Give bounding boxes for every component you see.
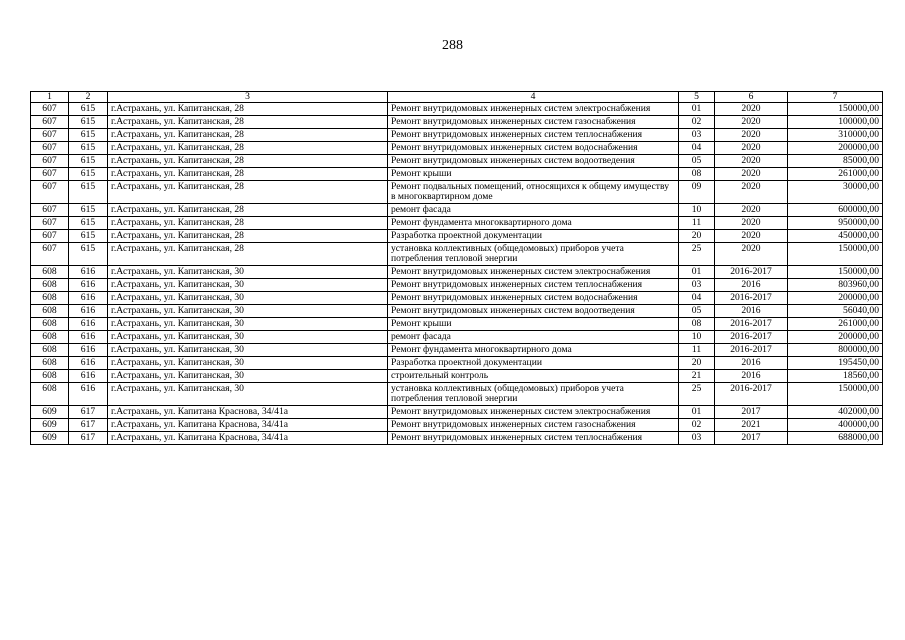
table-row	[31, 331, 883, 344]
table-row	[31, 116, 883, 129]
work-type-cell: Ремонт фундамента многоквартирного дома	[388, 217, 679, 230]
record-number-cell: 608	[31, 305, 69, 318]
period-cell: 2020	[715, 243, 788, 266]
work-type-cell: Ремонт внутридомовых инженерных систем электроснабжения	[388, 266, 679, 279]
period-cell: 2020	[715, 204, 788, 217]
house-number-cell: 616	[69, 331, 108, 344]
record-number-cell: 608	[31, 318, 69, 331]
cost-cell: 261000,00	[788, 168, 883, 181]
work-type-cell: Ремонт фундамента многоквартирного дома	[388, 344, 679, 357]
period-cell: 2020	[715, 181, 788, 204]
house-number-cell: 615	[69, 142, 108, 155]
address-cell: г.Астрахань, ул. Капитанская, 30	[108, 344, 388, 357]
table-body	[31, 103, 883, 445]
cost-cell: 600000,00	[788, 204, 883, 217]
work-type-cell: Ремонт внутридомовых инженерных систем водоснабжения	[388, 292, 679, 305]
address-cell: г.Астрахань, ул. Капитанская, 28	[108, 243, 388, 266]
work-code-cell: 11	[679, 217, 715, 230]
work-type-cell: Ремонт внутридомовых инженерных систем теплоснабжения	[388, 432, 679, 445]
address-cell: г.Астрахань, ул. Капитанская, 30	[108, 331, 388, 344]
table-row	[31, 432, 883, 445]
work-type-cell: Ремонт крыши	[388, 168, 679, 181]
address-cell: г.Астрахань, ул. Капитанская, 28	[108, 103, 388, 116]
house-number-cell: 615	[69, 168, 108, 181]
work-type-cell: установка коллективных (общедомовых) приборов учета потребления тепловой энергии	[388, 383, 679, 406]
work-code-cell: 01	[679, 406, 715, 419]
cost-cell: 200000,00	[788, 292, 883, 305]
record-number-cell: 609	[31, 432, 69, 445]
table-header-row	[31, 92, 883, 103]
house-number-cell: 615	[69, 217, 108, 230]
table-row	[31, 230, 883, 243]
address-cell: г.Астрахань, ул. Капитанская, 30	[108, 383, 388, 406]
work-code-cell: 02	[679, 419, 715, 432]
period-cell: 2020	[715, 116, 788, 129]
work-code-cell: 03	[679, 432, 715, 445]
table-row	[31, 292, 883, 305]
address-cell: г.Астрахань, ул. Капитанская, 30	[108, 370, 388, 383]
work-code-cell: 02	[679, 116, 715, 129]
work-code-cell: 03	[679, 279, 715, 292]
work-code-cell: 08	[679, 168, 715, 181]
cost-cell: 150000,00	[788, 103, 883, 116]
work-code-cell: 01	[679, 103, 715, 116]
table-row	[31, 217, 883, 230]
work-code-cell: 21	[679, 370, 715, 383]
column-header: 6	[715, 92, 788, 103]
work-type-cell: Ремонт внутридомовых инженерных систем водоотведения	[388, 305, 679, 318]
table-row	[31, 155, 883, 168]
address-cell: г.Астрахань, ул. Капитанская, 28	[108, 129, 388, 142]
period-cell: 2020	[715, 230, 788, 243]
table-row	[31, 370, 883, 383]
table-row	[31, 419, 883, 432]
address-cell: г.Астрахань, ул. Капитанская, 28	[108, 217, 388, 230]
work-code-cell: 04	[679, 142, 715, 155]
work-code-cell: 05	[679, 305, 715, 318]
address-cell: г.Астрахань, ул. Капитанская, 28	[108, 230, 388, 243]
period-cell: 2020	[715, 142, 788, 155]
record-number-cell: 609	[31, 406, 69, 419]
cost-cell: 800000,00	[788, 344, 883, 357]
work-type-cell: Ремонт внутридомовых инженерных систем электроснабжения	[388, 406, 679, 419]
address-cell: г.Астрахань, ул. Капитанская, 28	[108, 155, 388, 168]
record-number-cell: 607	[31, 204, 69, 217]
work-type-cell: ремонт фасада	[388, 331, 679, 344]
period-cell: 2016	[715, 279, 788, 292]
table-row	[31, 168, 883, 181]
work-type-cell: Ремонт крыши	[388, 318, 679, 331]
house-number-cell: 616	[69, 383, 108, 406]
cost-cell: 200000,00	[788, 142, 883, 155]
period-cell: 2016-2017	[715, 383, 788, 406]
table-row	[31, 406, 883, 419]
house-number-cell: 616	[69, 279, 108, 292]
table-row	[31, 129, 883, 142]
column-header: 5	[679, 92, 715, 103]
record-number-cell: 607	[31, 103, 69, 116]
house-number-cell: 615	[69, 129, 108, 142]
repair-program-table	[30, 91, 883, 445]
address-cell: г.Астрахань, ул. Капитанская, 28	[108, 204, 388, 217]
work-type-cell: Ремонт внутридомовых инженерных систем газоснабжения	[388, 419, 679, 432]
house-number-cell: 617	[69, 419, 108, 432]
house-number-cell: 616	[69, 305, 108, 318]
column-header: 4	[388, 92, 679, 103]
address-cell: г.Астрахань, ул. Капитанская, 30	[108, 318, 388, 331]
house-number-cell: 615	[69, 181, 108, 204]
cost-cell: 85000,00	[788, 155, 883, 168]
record-number-cell: 607	[31, 155, 69, 168]
work-type-cell: строительный контроль	[388, 370, 679, 383]
work-type-cell: Ремонт внутридомовых инженерных систем газоснабжения	[388, 116, 679, 129]
address-cell: г.Астрахань, ул. Капитанская, 30	[108, 279, 388, 292]
cost-cell: 200000,00	[788, 331, 883, 344]
cost-cell: 261000,00	[788, 318, 883, 331]
record-number-cell: 607	[31, 129, 69, 142]
table-row	[31, 383, 883, 406]
address-cell: г.Астрахань, ул. Капитанская, 28	[108, 168, 388, 181]
cost-cell: 803960,00	[788, 279, 883, 292]
page-number: 288	[442, 38, 463, 53]
work-code-cell: 08	[679, 318, 715, 331]
record-number-cell: 608	[31, 266, 69, 279]
work-type-cell: Ремонт внутридомовых инженерных систем теплоснабжения	[388, 279, 679, 292]
table-row	[31, 266, 883, 279]
period-cell: 2020	[715, 168, 788, 181]
record-number-cell: 608	[31, 357, 69, 370]
address-cell: г.Астрахань, ул. Капитанская, 30	[108, 357, 388, 370]
period-cell: 2021	[715, 419, 788, 432]
cost-cell: 100000,00	[788, 116, 883, 129]
house-number-cell: 616	[69, 318, 108, 331]
address-cell: г.Астрахань, ул. Капитанская, 28	[108, 181, 388, 204]
table-row	[31, 279, 883, 292]
record-number-cell: 607	[31, 217, 69, 230]
table-row	[31, 103, 883, 116]
record-number-cell: 607	[31, 243, 69, 266]
period-cell: 2020	[715, 103, 788, 116]
work-type-cell: Ремонт внутридомовых инженерных систем водоснабжения	[388, 142, 679, 155]
column-header: 1	[31, 92, 69, 103]
period-cell: 2020	[715, 129, 788, 142]
house-number-cell: 615	[69, 116, 108, 129]
cost-cell: 400000,00	[788, 419, 883, 432]
record-number-cell: 607	[31, 142, 69, 155]
cost-cell: 950000,00	[788, 217, 883, 230]
record-number-cell: 607	[31, 116, 69, 129]
work-code-cell: 10	[679, 204, 715, 217]
house-number-cell: 615	[69, 103, 108, 116]
cost-cell: 150000,00	[788, 266, 883, 279]
work-code-cell: 10	[679, 331, 715, 344]
period-cell: 2016	[715, 305, 788, 318]
cost-cell: 450000,00	[788, 230, 883, 243]
period-cell: 2016	[715, 357, 788, 370]
period-cell: 2016-2017	[715, 266, 788, 279]
work-code-cell: 11	[679, 344, 715, 357]
address-cell: г.Астрахань, ул. Капитана Краснова, 34/41а	[108, 432, 388, 445]
record-number-cell: 607	[31, 230, 69, 243]
record-number-cell: 608	[31, 383, 69, 406]
work-code-cell: 20	[679, 357, 715, 370]
house-number-cell: 615	[69, 204, 108, 217]
address-cell: г.Астрахань, ул. Капитанская, 28	[108, 142, 388, 155]
record-number-cell: 607	[31, 168, 69, 181]
work-code-cell: 20	[679, 230, 715, 243]
table-row	[31, 305, 883, 318]
record-number-cell: 608	[31, 292, 69, 305]
cost-cell: 150000,00	[788, 243, 883, 266]
house-number-cell: 616	[69, 370, 108, 383]
period-cell: 2016-2017	[715, 318, 788, 331]
work-type-cell: установка коллективных (общедомовых) приборов учета потребления тепловой энергии	[388, 243, 679, 266]
work-code-cell: 04	[679, 292, 715, 305]
cost-cell: 310000,00	[788, 129, 883, 142]
record-number-cell: 608	[31, 331, 69, 344]
work-type-cell: Ремонт внутридомовых инженерных систем теплоснабжения	[388, 129, 679, 142]
cost-cell: 402000,00	[788, 406, 883, 419]
cost-cell: 56040,00	[788, 305, 883, 318]
work-code-cell: 25	[679, 243, 715, 266]
work-type-cell: Ремонт внутридомовых инженерных систем водоотведения	[388, 155, 679, 168]
table-row	[31, 243, 883, 266]
work-type-cell: Разработка проектной документации	[388, 357, 679, 370]
table-row	[31, 181, 883, 204]
record-number-cell: 609	[31, 419, 69, 432]
house-number-cell: 616	[69, 292, 108, 305]
address-cell: г.Астрахань, ул. Капитана Краснова, 34/41а	[108, 406, 388, 419]
house-number-cell: 616	[69, 357, 108, 370]
address-cell: г.Астрахань, ул. Капитанская, 30	[108, 305, 388, 318]
period-cell: 2020	[715, 217, 788, 230]
work-code-cell: 03	[679, 129, 715, 142]
period-cell: 2016-2017	[715, 331, 788, 344]
house-number-cell: 617	[69, 406, 108, 419]
period-cell: 2016-2017	[715, 344, 788, 357]
period-cell: 2017	[715, 406, 788, 419]
house-number-cell: 616	[69, 266, 108, 279]
column-header: 2	[69, 92, 108, 103]
work-code-cell: 05	[679, 155, 715, 168]
record-number-cell: 608	[31, 370, 69, 383]
period-cell: 2016-2017	[715, 292, 788, 305]
record-number-cell: 607	[31, 181, 69, 204]
cost-cell: 688000,00	[788, 432, 883, 445]
cost-cell: 18560,00	[788, 370, 883, 383]
address-cell: г.Астрахань, ул. Капитана Краснова, 34/41а	[108, 419, 388, 432]
period-cell: 2020	[715, 155, 788, 168]
table-row	[31, 204, 883, 217]
house-number-cell: 616	[69, 344, 108, 357]
work-code-cell: 01	[679, 266, 715, 279]
work-type-cell: Разработка проектной документации	[388, 230, 679, 243]
cost-cell: 195450,00	[788, 357, 883, 370]
house-number-cell: 617	[69, 432, 108, 445]
work-code-cell: 09	[679, 181, 715, 204]
work-type-cell: ремонт фасада	[388, 204, 679, 217]
record-number-cell: 608	[31, 344, 69, 357]
table-row	[31, 318, 883, 331]
work-type-cell: Ремонт подвальных помещений, относящихся к общему имуществу в многоквартирном доме	[388, 181, 679, 204]
period-cell: 2017	[715, 432, 788, 445]
table-row	[31, 142, 883, 155]
address-cell: г.Астрахань, ул. Капитанская, 28	[108, 116, 388, 129]
column-header: 3	[108, 92, 388, 103]
period-cell: 2016	[715, 370, 788, 383]
record-number-cell: 608	[31, 279, 69, 292]
address-cell: г.Астрахань, ул. Капитанская, 30	[108, 266, 388, 279]
table-row	[31, 344, 883, 357]
cost-cell: 30000,00	[788, 181, 883, 204]
column-header: 7	[788, 92, 883, 103]
cost-cell: 150000,00	[788, 383, 883, 406]
house-number-cell: 615	[69, 230, 108, 243]
house-number-cell: 615	[69, 243, 108, 266]
address-cell: г.Астрахань, ул. Капитанская, 30	[108, 292, 388, 305]
table-row	[31, 357, 883, 370]
house-number-cell: 615	[69, 155, 108, 168]
work-type-cell: Ремонт внутридомовых инженерных систем электроснабжения	[388, 103, 679, 116]
work-code-cell: 25	[679, 383, 715, 406]
